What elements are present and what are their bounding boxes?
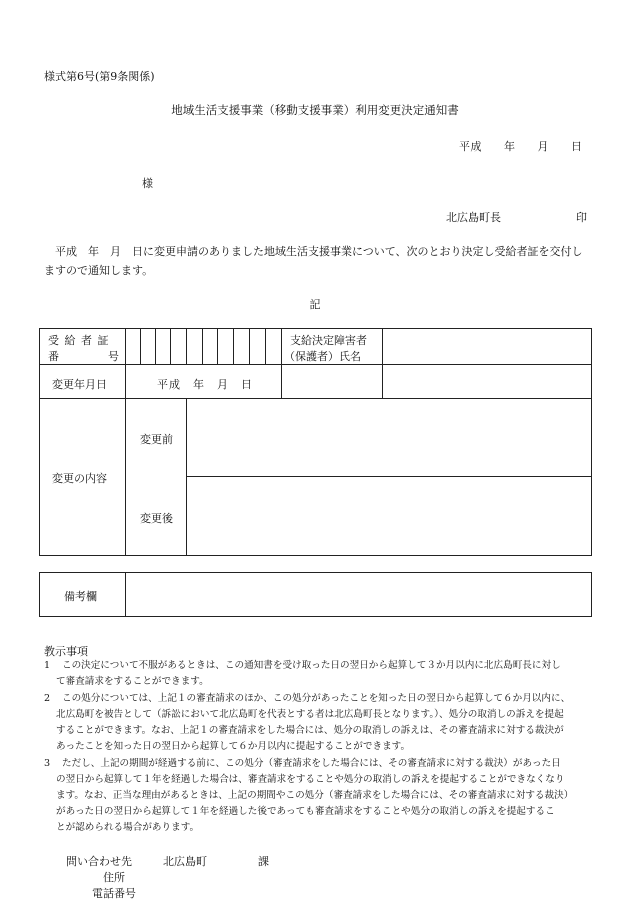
note-3-line-3: ます。なお、正当な理由があるときは、上記の期間やこの処分（審査請求をした場合には、その審査請求に対する裁決） (56, 790, 574, 801)
guardian-label-line2: （保護者）氏名 (284, 350, 361, 363)
change-content-label: 変更の内容 (52, 472, 107, 485)
note-2-line-4: あったことを知った日の翌日から起算して６か月以内に提起することができます。 (56, 741, 411, 752)
addressee-suffix: 様 (142, 177, 153, 190)
recipient-label-line2: 番 号 (48, 350, 120, 363)
guardian-label-line1: 支給決定障害者 (290, 334, 367, 347)
note-2-line-2: 北広島町を被告として（訴訟において北広島町を代表とする者は北広島町長となります。）、処分の取消しの訴えを提起 (56, 709, 564, 720)
before-label: 変更前 (140, 433, 173, 446)
note-1-line-1: この決定について不服があるときは、この通知書を受け取った日の翌日から起算して３か月以内に北広島町長に対し (62, 660, 561, 671)
note-3-number: 3 (44, 758, 51, 769)
date-year: 年 (504, 140, 516, 153)
recipient-label-line1: 受 給 者 証 (48, 334, 110, 347)
contact-label: 問い合わせ先 (66, 855, 132, 868)
note-3-line-1: ただし、上記の期間が経過する前に、この処分（審査請求をした場合には、その審査請求に対する裁決）があった日 (62, 758, 561, 769)
form-number: 様式第6号(第9条関係) (44, 70, 155, 83)
note-2-number: 2 (44, 693, 51, 704)
date-day: 日 (571, 140, 583, 153)
date-era: 平成 (459, 140, 482, 153)
notes-title: 教示事項 (44, 645, 88, 658)
issuer-name: 北広島町長 (446, 211, 501, 224)
document-title: 地域生活支援事業（移動支援事業）利用変更決定通知書 (171, 103, 459, 117)
contact-section: 課 (258, 855, 269, 868)
issuer (446, 209, 587, 225)
seal-mark: 印 (576, 211, 587, 224)
contact-phone-label: 電話番号 (92, 887, 136, 900)
note-2-line-3: することができます。なお、上記１の審査請求をした場合には、処分の取消しの訴えは、その審査請求に対する裁決が (56, 725, 564, 736)
note-1-number: 1 (44, 660, 51, 671)
change-date-value: 平成 年 月 日 (157, 378, 253, 391)
contact-town: 北広島町 (163, 855, 207, 868)
note-3-line-4: があった日の翌日から起算して１年を経過した後であっても審査請求をすることや処分の取消しの訴えを提起するこ (56, 806, 555, 817)
body-text: 平成 年 月 日に変更申請のありました地域生活支援事業について、次のとおり決定し受給者証を交付しますので通知します。 (44, 245, 583, 277)
contact-address-label: 住所 (103, 871, 125, 884)
note-3-line-5: とが認められる場合があります。 (56, 822, 200, 833)
note-1-line-2: て審査請求をすることができます。 (56, 676, 209, 687)
remarks-label: 備考欄 (64, 590, 97, 603)
date-month: 月 (537, 140, 549, 153)
note-2-line-1: この処分については、上記１の審査請求のほか、この処分があったことを知った日の翌日から起算して６か月以内に、 (62, 693, 571, 704)
after-label: 変更後 (140, 512, 173, 525)
ki-heading: 記 (309, 298, 321, 311)
note-3-line-2: の翌日から起算して１年を経過した場合は、審査請求をすることや処分の取消しの訴えを提起することができなくなり (56, 774, 565, 785)
change-date-label: 変更年月日 (52, 378, 107, 391)
date-line (459, 138, 583, 154)
